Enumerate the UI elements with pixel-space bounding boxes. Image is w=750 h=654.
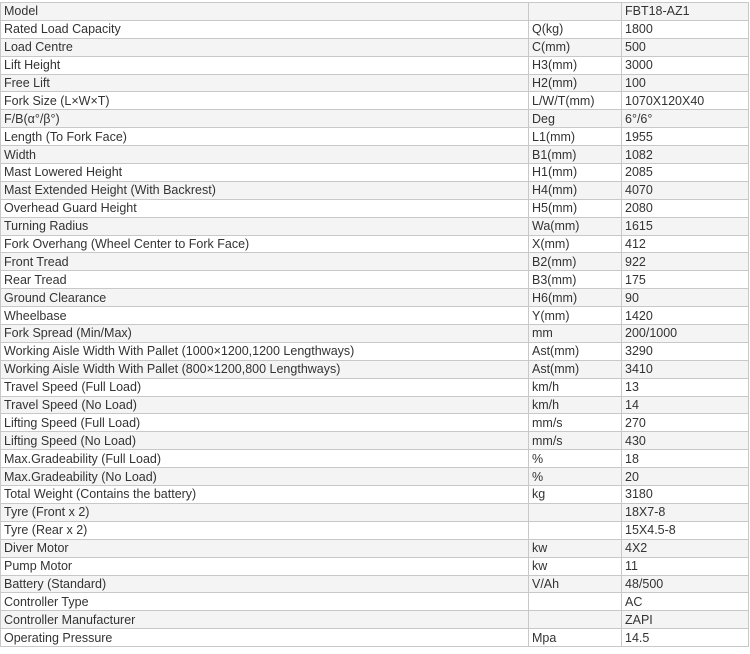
table-row: [1, 486, 749, 504]
table-row: [1, 181, 749, 199]
spec-value-cell: 100: [622, 74, 749, 92]
spec-value-cell: 2085: [622, 164, 749, 182]
spec-value-cell: 430: [622, 432, 749, 450]
spec-name-cell: Working Aisle Width With Pallet (800×1200,800 Lengthways): [1, 360, 529, 378]
spec-name-cell: Lifting Speed (No Load): [1, 432, 529, 450]
table-row: [1, 503, 749, 521]
spec-name-cell: Diver Motor: [1, 539, 529, 557]
spec-value-cell: FBT18-AZ1: [622, 3, 749, 21]
table-row: [1, 450, 749, 468]
spec-value-cell: 6°/6°: [622, 110, 749, 128]
spec-unit-cell: kg: [529, 486, 622, 504]
spec-name-cell: Battery (Standard): [1, 575, 529, 593]
table-row: [1, 235, 749, 253]
spec-value-cell: 3290: [622, 342, 749, 360]
spec-value-cell: 4X2: [622, 539, 749, 557]
table-row: [1, 611, 749, 629]
table-row: [1, 271, 749, 289]
spec-unit-cell: H1(mm): [529, 164, 622, 182]
spec-value-cell: 18X7-8: [622, 503, 749, 521]
table-row: [1, 38, 749, 56]
spec-name-cell: Tyre (Rear x 2): [1, 521, 529, 539]
spec-unit-cell: km/h: [529, 378, 622, 396]
spec-name-cell: Total Weight (Contains the battery): [1, 486, 529, 504]
spec-name-cell: Front Tread: [1, 253, 529, 271]
spec-unit-cell: %: [529, 450, 622, 468]
spec-unit-cell: X(mm): [529, 235, 622, 253]
spec-name-cell: Overhead Guard Height: [1, 199, 529, 217]
table-row: [1, 539, 749, 557]
table-row: [1, 92, 749, 110]
spec-unit-cell: Deg: [529, 110, 622, 128]
spec-value-cell: 200/1000: [622, 325, 749, 343]
spec-value-cell: 15X4.5-8: [622, 521, 749, 539]
spec-name-cell: Rated Load Capacity: [1, 20, 529, 38]
spec-name-cell: Free Lift: [1, 74, 529, 92]
table-row: [1, 325, 749, 343]
spec-unit-cell: %: [529, 468, 622, 486]
spec-name-cell: Fork Size (L×W×T): [1, 92, 529, 110]
spec-value-cell: 270: [622, 414, 749, 432]
table-row: [1, 74, 749, 92]
spec-value-cell: 500: [622, 38, 749, 56]
spec-table: [0, 2, 749, 647]
table-row: [1, 557, 749, 575]
spec-name-cell: Turning Radius: [1, 217, 529, 235]
table-row: [1, 396, 749, 414]
spec-value-cell: ZAPI: [622, 611, 749, 629]
spec-value-cell: 1070X120X40: [622, 92, 749, 110]
spec-unit-cell: [529, 503, 622, 521]
spec-value-cell: 14.5: [622, 629, 749, 647]
table-row: [1, 164, 749, 182]
spec-value-cell: 3410: [622, 360, 749, 378]
spec-name-cell: Pump Motor: [1, 557, 529, 575]
table-row: [1, 360, 749, 378]
spec-name-cell: Wheelbase: [1, 307, 529, 325]
spec-name-cell: Model: [1, 3, 529, 21]
spec-name-cell: Operating Pressure: [1, 629, 529, 647]
spec-value-cell: 48/500: [622, 575, 749, 593]
spec-name-cell: Fork Spread (Min/Max): [1, 325, 529, 343]
spec-unit-cell: B1(mm): [529, 146, 622, 164]
spec-unit-cell: km/h: [529, 396, 622, 414]
spec-name-cell: Tyre (Front x 2): [1, 503, 529, 521]
table-row: [1, 432, 749, 450]
spec-unit-cell: L1(mm): [529, 128, 622, 146]
spec-value-cell: 4070: [622, 181, 749, 199]
table-row: [1, 593, 749, 611]
spec-value-cell: 18: [622, 450, 749, 468]
spec-value-cell: 1615: [622, 217, 749, 235]
spec-value-cell: 3180: [622, 486, 749, 504]
spec-value-cell: 3000: [622, 56, 749, 74]
spec-unit-cell: Wa(mm): [529, 217, 622, 235]
table-row: [1, 110, 749, 128]
table-row: [1, 468, 749, 486]
spec-unit-cell: [529, 593, 622, 611]
table-row: [1, 629, 749, 647]
table-row: [1, 20, 749, 38]
table-row: [1, 521, 749, 539]
table-row: [1, 289, 749, 307]
table-row: [1, 307, 749, 325]
table-row: [1, 56, 749, 74]
spec-unit-cell: [529, 3, 622, 21]
spec-value-cell: AC: [622, 593, 749, 611]
spec-unit-cell: V/Ah: [529, 575, 622, 593]
spec-value-cell: 2080: [622, 199, 749, 217]
spec-value-cell: 175: [622, 271, 749, 289]
spec-unit-cell: H2(mm): [529, 74, 622, 92]
spec-value-cell: 13: [622, 378, 749, 396]
table-row: [1, 342, 749, 360]
table-row: [1, 199, 749, 217]
spec-name-cell: Mast Lowered Height: [1, 164, 529, 182]
spec-value-cell: 20: [622, 468, 749, 486]
spec-name-cell: Working Aisle Width With Pallet (1000×1200,1200 Lengthways): [1, 342, 529, 360]
spec-unit-cell: H6(mm): [529, 289, 622, 307]
spec-value-cell: 1800: [622, 20, 749, 38]
spec-value-cell: 1420: [622, 307, 749, 325]
spec-unit-cell: [529, 521, 622, 539]
spec-value-cell: 90: [622, 289, 749, 307]
spec-unit-cell: mm/s: [529, 414, 622, 432]
spec-name-cell: Ground Clearance: [1, 289, 529, 307]
spec-value-cell: 11: [622, 557, 749, 575]
spec-unit-cell: [529, 611, 622, 629]
spec-name-cell: Mast Extended Height (With Backrest): [1, 181, 529, 199]
table-row: [1, 575, 749, 593]
table-row: [1, 217, 749, 235]
table-row: [1, 253, 749, 271]
spec-unit-cell: H4(mm): [529, 181, 622, 199]
spec-unit-cell: Mpa: [529, 629, 622, 647]
table-row: [1, 378, 749, 396]
spec-name-cell: Lifting Speed (Full Load): [1, 414, 529, 432]
spec-name-cell: Travel Speed (Full Load): [1, 378, 529, 396]
spec-unit-cell: Ast(mm): [529, 360, 622, 378]
spec-unit-cell: H5(mm): [529, 199, 622, 217]
spec-name-cell: Max.Gradeability (No Load): [1, 468, 529, 486]
spec-unit-cell: B2(mm): [529, 253, 622, 271]
spec-name-cell: Length (To Fork Face): [1, 128, 529, 146]
spec-name-cell: Fork Overhang (Wheel Center to Fork Face): [1, 235, 529, 253]
spec-value-cell: 1082: [622, 146, 749, 164]
table-row: [1, 414, 749, 432]
spec-value-cell: 412: [622, 235, 749, 253]
spec-unit-cell: Ast(mm): [529, 342, 622, 360]
table-row: [1, 3, 749, 21]
spec-name-cell: Rear Tread: [1, 271, 529, 289]
spec-name-cell: Load Centre: [1, 38, 529, 56]
spec-name-cell: Width: [1, 146, 529, 164]
spec-unit-cell: H3(mm): [529, 56, 622, 74]
spec-unit-cell: kw: [529, 539, 622, 557]
spec-value-cell: 14: [622, 396, 749, 414]
table-row: [1, 128, 749, 146]
spec-unit-cell: Y(mm): [529, 307, 622, 325]
table-row: [1, 146, 749, 164]
spec-unit-cell: C(mm): [529, 38, 622, 56]
spec-unit-cell: mm/s: [529, 432, 622, 450]
spec-name-cell: Controller Manufacturer: [1, 611, 529, 629]
spec-unit-cell: L/W/T(mm): [529, 92, 622, 110]
spec-value-cell: 922: [622, 253, 749, 271]
spec-unit-cell: kw: [529, 557, 622, 575]
spec-name-cell: F/B(α°/β°): [1, 110, 529, 128]
spec-unit-cell: Q(kg): [529, 20, 622, 38]
spec-name-cell: Max.Gradeability (Full Load): [1, 450, 529, 468]
spec-value-cell: 1955: [622, 128, 749, 146]
spec-name-cell: Lift Height: [1, 56, 529, 74]
spec-unit-cell: mm: [529, 325, 622, 343]
spec-name-cell: Controller Type: [1, 593, 529, 611]
spec-unit-cell: B3(mm): [529, 271, 622, 289]
spec-name-cell: Travel Speed (No Load): [1, 396, 529, 414]
spec-table-body: [1, 3, 749, 647]
